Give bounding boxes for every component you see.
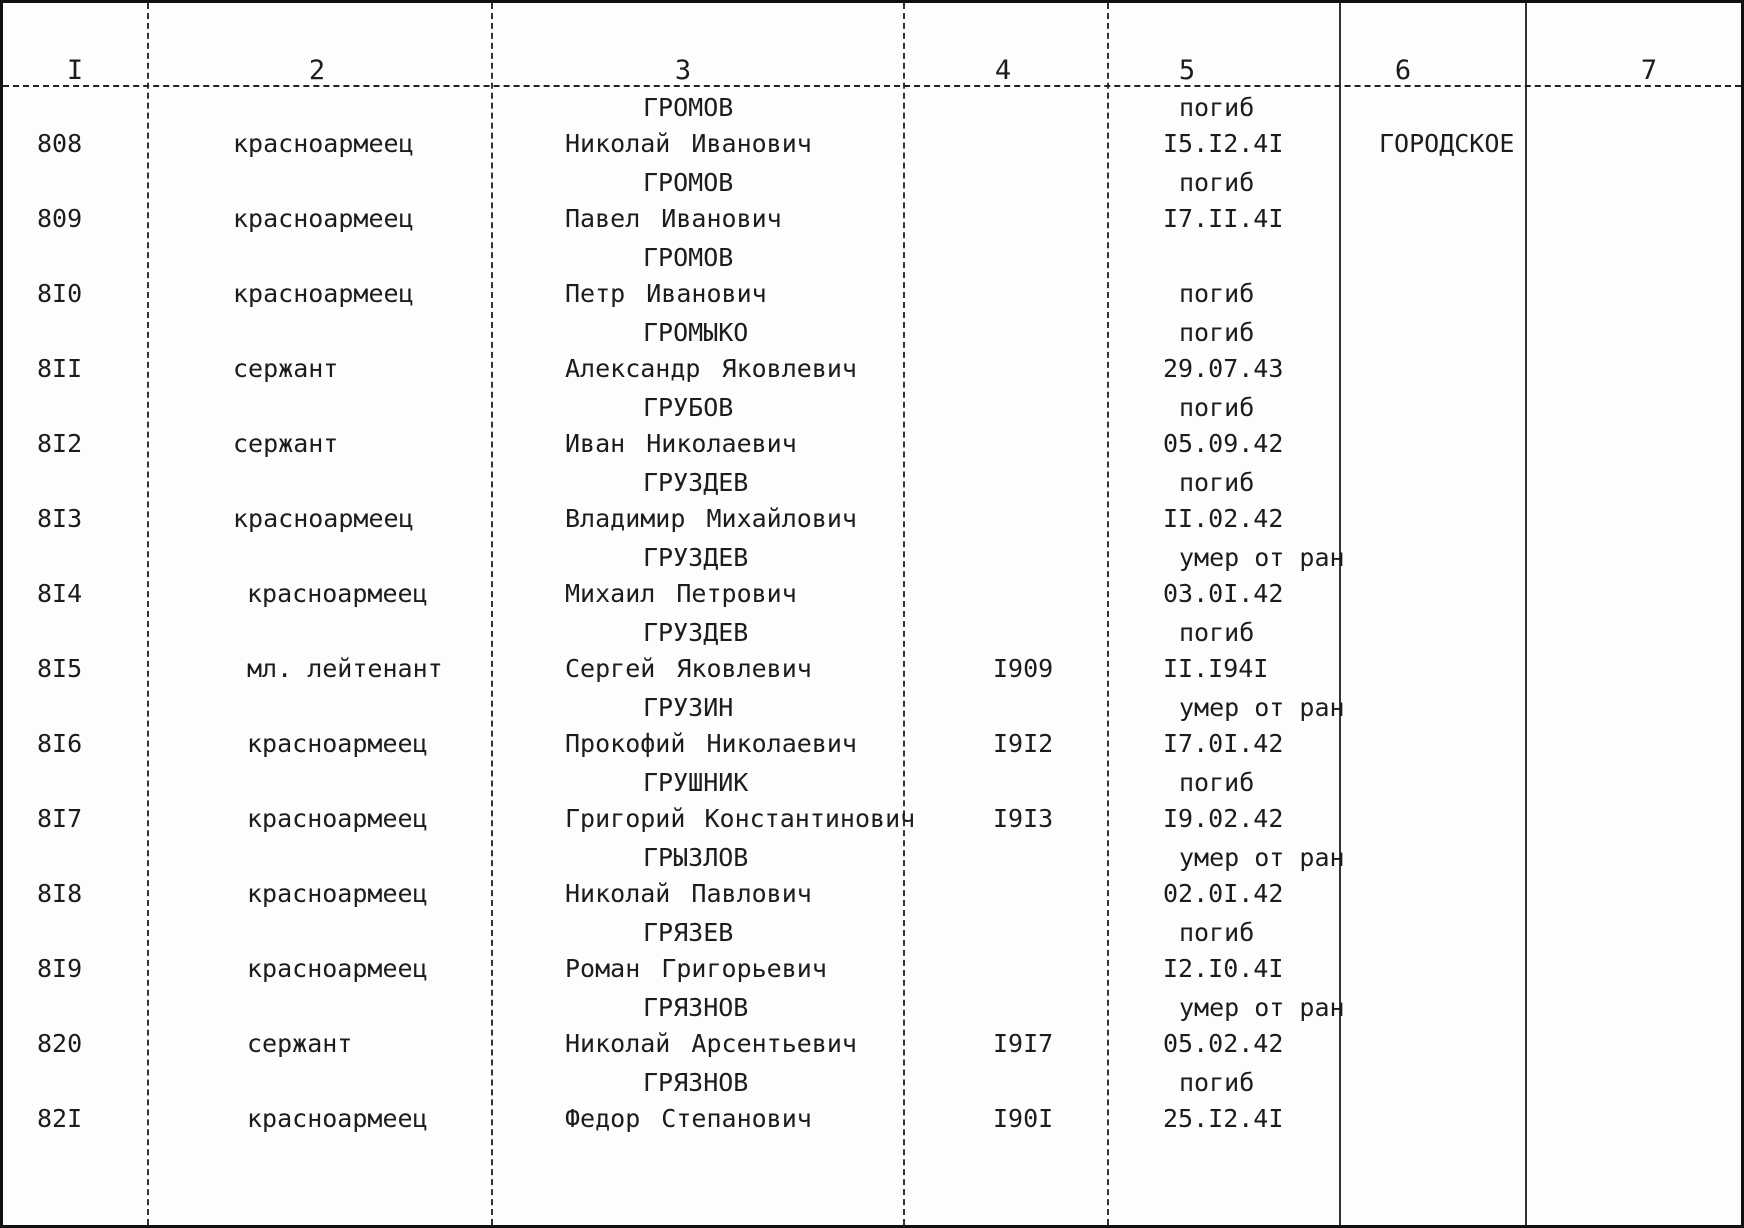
military-rank: красноармеец: [247, 1104, 428, 1133]
given-name: Михаил Петрович: [565, 579, 797, 608]
date-of-death: II.02.42: [1163, 504, 1284, 533]
given-name: Павел Иванович: [565, 204, 782, 233]
birth-year: I90I: [993, 1104, 1054, 1133]
fate-note: погиб: [1179, 168, 1255, 197]
column-header-4: 4: [994, 55, 1012, 86]
record-number: 8I0: [37, 279, 83, 308]
record-number: 8I9: [37, 954, 83, 983]
date-of-death: 29.07.43: [1163, 354, 1284, 383]
surname: ГРЯЗНОВ: [643, 993, 749, 1022]
date-of-death: I5.I2.4I: [1163, 129, 1284, 158]
given-name: Роман Григорьевич: [565, 954, 827, 983]
surname: ГРОМЫКО: [643, 318, 749, 347]
record-number: 8I5: [37, 654, 83, 683]
surname: ГРУЗИН: [643, 693, 734, 722]
table-row: [3, 468, 1741, 543]
military-rank: красноармеец: [247, 804, 428, 833]
table-row: [3, 1068, 1741, 1143]
birth-year: I9I7: [993, 1029, 1054, 1058]
surname: ГРУШНИК: [643, 768, 749, 797]
given-name: Федор Степанович: [565, 1104, 812, 1133]
record-number: 8I2: [37, 429, 83, 458]
date-of-death: 05.09.42: [1163, 429, 1284, 458]
column-header-1: I: [66, 55, 84, 86]
date-of-death: I7.0I.42: [1163, 729, 1284, 758]
military-rank: красноармеец: [247, 954, 428, 983]
military-rank: мл. лейтенант: [247, 654, 443, 683]
table-row: [3, 993, 1741, 1068]
given-name: Сергей Яковлевич: [565, 654, 812, 683]
fate-note: погиб: [1179, 393, 1255, 422]
record-number: 808: [37, 129, 83, 158]
fate-note: погиб: [1179, 318, 1255, 347]
military-rank: сержант: [233, 354, 339, 383]
table-row: [3, 543, 1741, 618]
given-name: Александр Яковлевич: [565, 354, 857, 383]
given-name: Петр Иванович: [565, 279, 767, 308]
military-rank: красноармеец: [247, 879, 428, 908]
birth-year: I9I2: [993, 729, 1054, 758]
surname: ГРЯЗЕВ: [643, 918, 734, 947]
fate-note: погиб: [1179, 93, 1255, 122]
surname: ГРУБОВ: [643, 393, 734, 422]
military-rank: сержант: [247, 1029, 353, 1058]
table-row: [3, 93, 1741, 168]
given-name: Николай Павлович: [565, 879, 812, 908]
date-of-death: I9.02.42: [1163, 804, 1284, 833]
record-number: 820: [37, 1029, 83, 1058]
date-of-death: I7.II.4I: [1163, 204, 1284, 233]
fate-note: погиб: [1179, 918, 1255, 947]
fate-note: умер от ран: [1179, 843, 1345, 872]
fate-note: погиб: [1179, 618, 1255, 647]
date-of-death: погиб: [1179, 279, 1255, 308]
fate-note: умер от ран: [1179, 693, 1345, 722]
table-row: [3, 318, 1741, 393]
military-rank: красноармеец: [233, 279, 414, 308]
birth-year: I9I3: [993, 804, 1054, 833]
record-number: 8I8: [37, 879, 83, 908]
military-rank: красноармеец: [247, 579, 428, 608]
given-name: Николай Арсентьевич: [565, 1029, 857, 1058]
column-header-7: 7: [1640, 55, 1658, 86]
fate-note: погиб: [1179, 768, 1255, 797]
surname: ГРЯЗНОВ: [643, 1068, 749, 1097]
record-number: 8I6: [37, 729, 83, 758]
table-row: [3, 693, 1741, 768]
surname: ГРОМОВ: [643, 93, 734, 122]
given-name: Прокофий Николаевич: [565, 729, 857, 758]
given-name: Григорий Константинович: [565, 804, 916, 833]
table-row: [3, 393, 1741, 468]
table-row: [3, 243, 1741, 318]
table-row: [3, 843, 1741, 918]
date-of-death: 03.0I.42: [1163, 579, 1284, 608]
fate-note: погиб: [1179, 468, 1255, 497]
column-header-6: 6: [1394, 55, 1412, 86]
table-row: [3, 168, 1741, 243]
date-of-death: 02.0I.42: [1163, 879, 1284, 908]
fate-note: умер от ран: [1179, 543, 1345, 572]
surname: ГРЫЗЛОВ: [643, 843, 749, 872]
table-row: [3, 768, 1741, 843]
given-name: Николай Иванович: [565, 129, 812, 158]
record-number: 82I: [37, 1104, 83, 1133]
fate-note: умер от ран: [1179, 993, 1345, 1022]
military-rank: сержант: [233, 429, 339, 458]
surname: ГРУЗДЕВ: [643, 543, 749, 572]
military-rank: красноармеец: [247, 729, 428, 758]
military-rank: красноармеец: [233, 204, 414, 233]
record-number: 8I7: [37, 804, 83, 833]
date-of-death: I2.I0.4I: [1163, 954, 1284, 983]
record-number: 8II: [37, 354, 83, 383]
birth-year: I909: [993, 654, 1054, 683]
date-of-death: 25.I2.4I: [1163, 1104, 1284, 1133]
column-header-3: 3: [674, 55, 692, 86]
military-rank: красноармеец: [233, 504, 414, 533]
given-name: Владимир Михайлович: [565, 504, 857, 533]
header-rule: [3, 85, 1741, 87]
given-name: Иван Николаевич: [565, 429, 797, 458]
date-of-death: II.I94I: [1163, 654, 1269, 683]
surname: ГРОМОВ: [643, 243, 734, 272]
fate-note: погиб: [1179, 1068, 1255, 1097]
surname: ГРУЗДЕВ: [643, 468, 749, 497]
surname: ГРУЗДЕВ: [643, 618, 749, 647]
record-number: 8I4: [37, 579, 83, 608]
record-number: 809: [37, 204, 83, 233]
table-row: [3, 618, 1741, 693]
column-header-5: 5: [1178, 55, 1196, 86]
surname: ГРОМОВ: [643, 168, 734, 197]
military-rank: красноармеец: [233, 129, 414, 158]
column-header-2: 2: [308, 55, 326, 86]
burial-place: ГОРОДСКОЕ: [1379, 129, 1515, 158]
record-number: 8I3: [37, 504, 83, 533]
date-of-death: 05.02.42: [1163, 1029, 1284, 1058]
table-row: [3, 918, 1741, 993]
